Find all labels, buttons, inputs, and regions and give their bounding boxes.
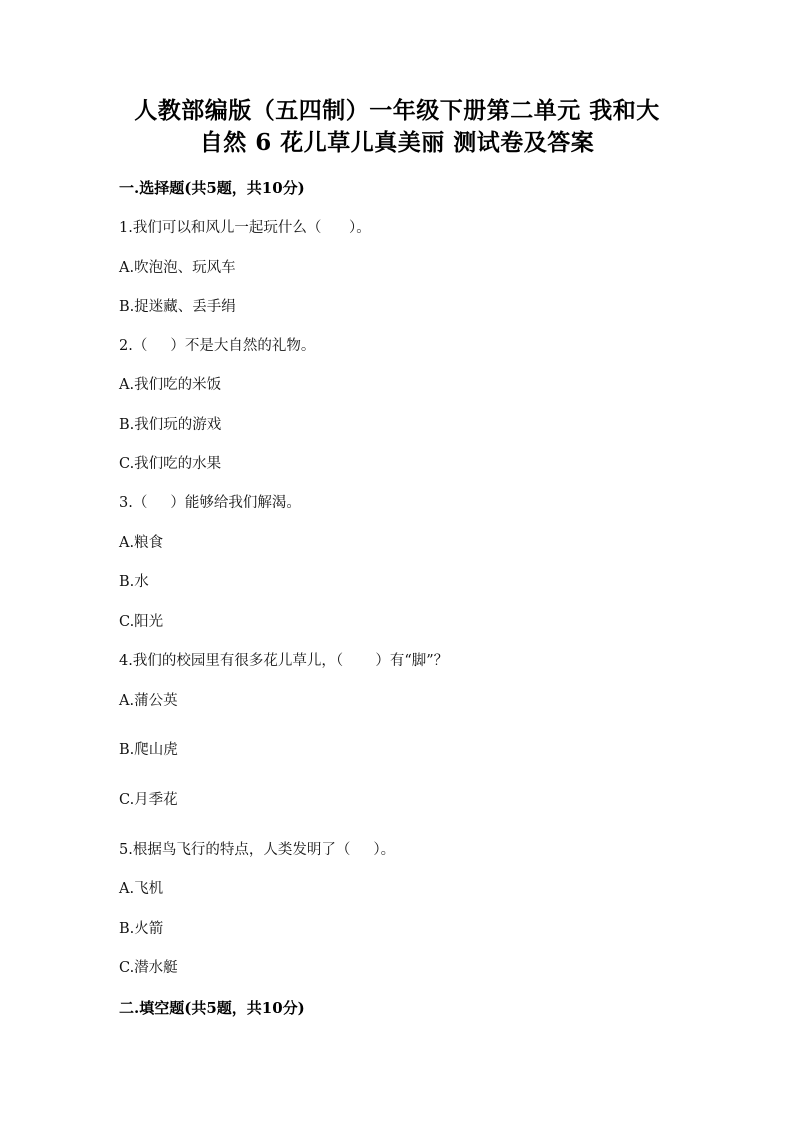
question-3-option-b: B.水 <box>119 574 149 590</box>
question-4-option-b: B.爬山虎 <box>119 742 178 758</box>
document-title-line-2: 自然 6 花儿草儿真美丽 测试卷及答案 <box>199 129 595 156</box>
question-4-stem: 4.我们的校园里有很多花儿草儿，（ ）有“脚”？ <box>119 653 449 669</box>
question-1-stem: 1.我们可以和风儿一起玩什么（ ）。 <box>119 220 371 236</box>
question-5-stem: 5.根据鸟飞行的特点，人类发明了（ ）。 <box>119 842 396 858</box>
question-3-option-a: A.粮食 <box>119 535 164 551</box>
question-2-option-c: C.我们吃的水果 <box>119 456 222 472</box>
question-5-option-c: C.潜水艇 <box>119 960 178 976</box>
question-3-stem: 3.（ ）能够给我们解渴。 <box>119 495 301 511</box>
question-1-option-b: B.捉迷藏、丢手绢 <box>119 299 236 315</box>
question-2-stem: 2.（ ）不是大自然的礼物。 <box>119 338 316 354</box>
question-2-option-a: A.我们吃的米饭 <box>119 377 222 393</box>
question-3-option-c: C.阳光 <box>119 614 164 630</box>
question-4-option-c: C.月季花 <box>119 792 178 808</box>
question-4-option-a: A.蒲公英 <box>119 693 178 709</box>
question-5-option-b: B.火箭 <box>119 921 164 937</box>
question-2-option-b: B.我们玩的游戏 <box>119 417 222 433</box>
question-1-option-a: A.吹泡泡、玩风车 <box>119 260 236 276</box>
section-heading-fill-in-blank: 二.填空题(共5题，共10分) <box>119 999 305 1017</box>
section-heading-multiple-choice: 一.选择题(共5题，共10分) <box>119 179 305 197</box>
document-title-line-1: 人教部编版（五四制）一年级下册第二单元 我和大 <box>134 97 660 124</box>
question-5-option-a: A.飞机 <box>119 881 164 897</box>
